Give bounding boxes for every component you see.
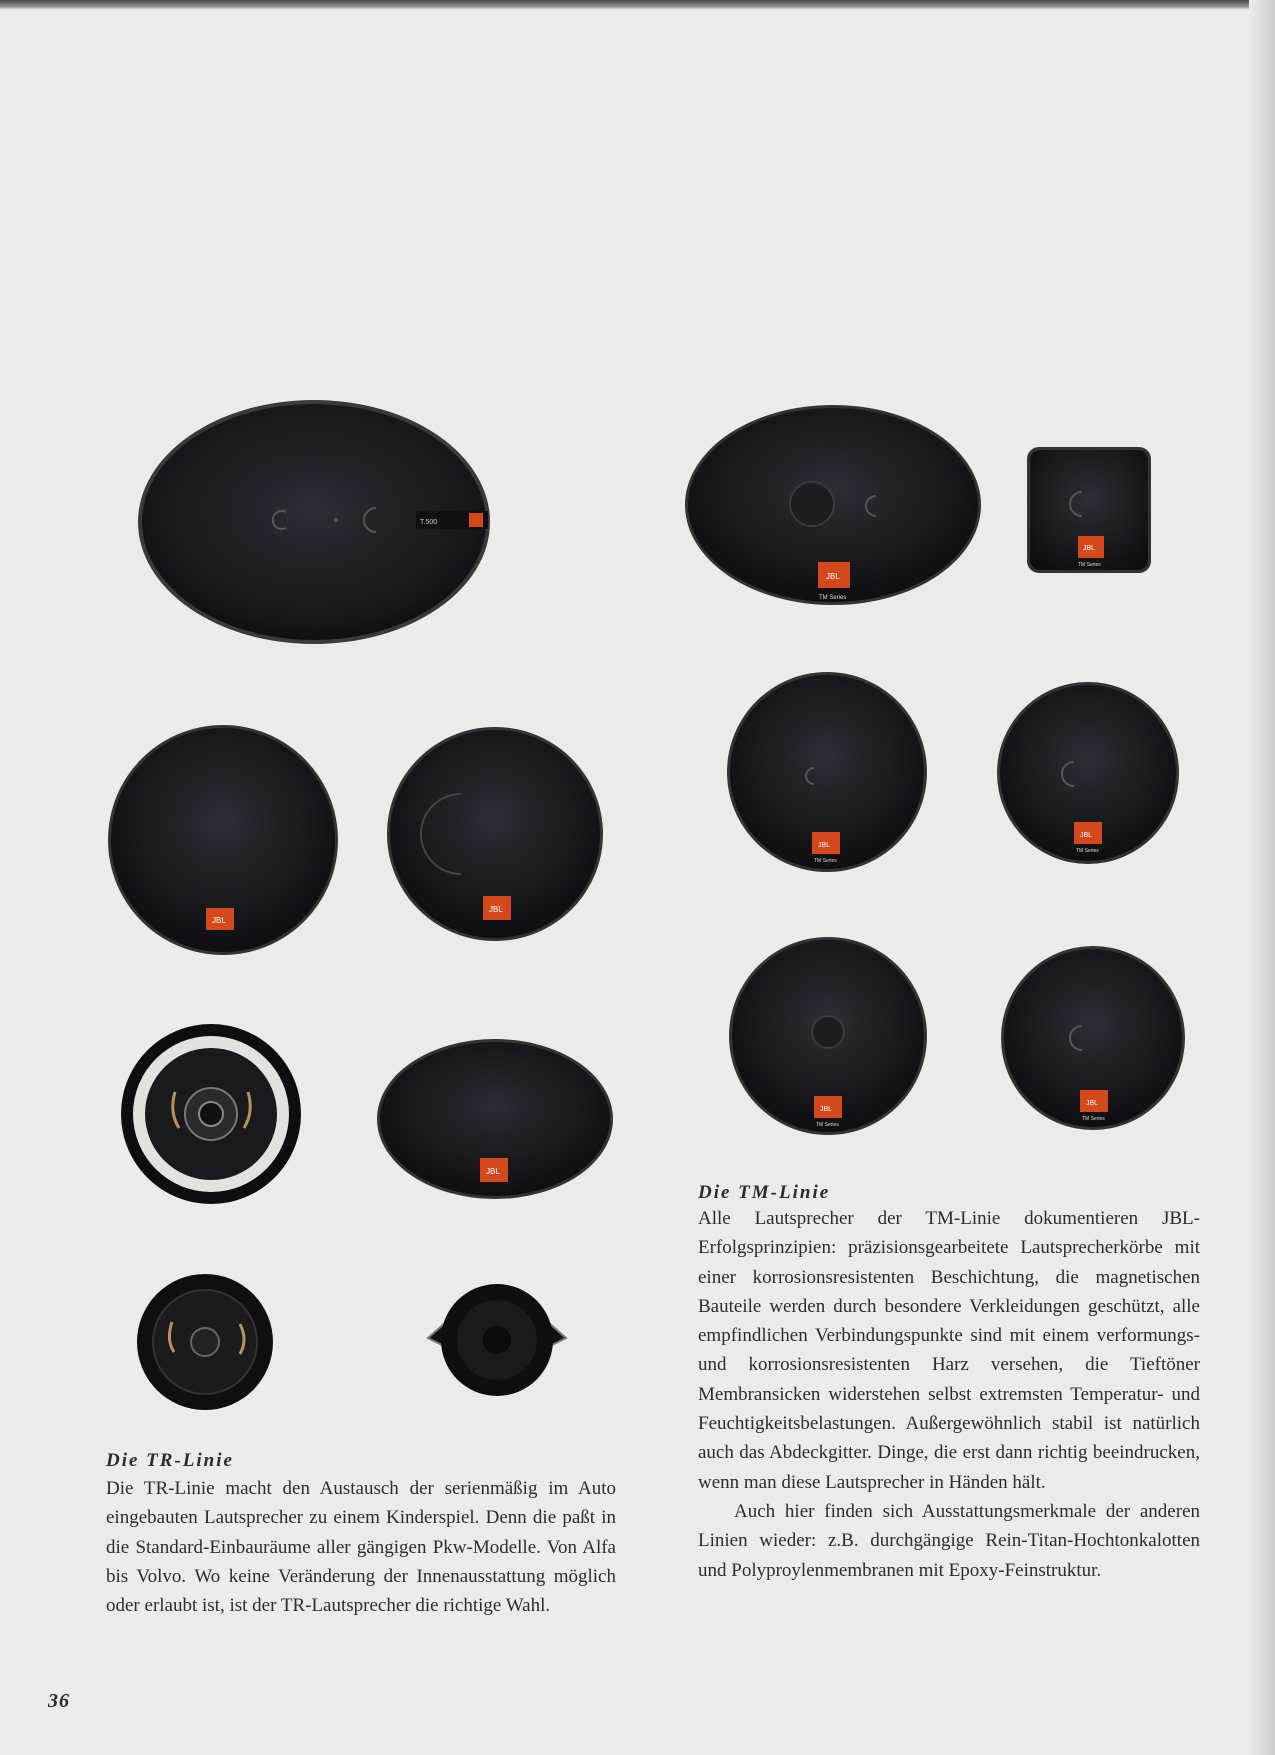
tr-body bbox=[106, 1474, 616, 1620]
svg-text:TM Series: TM Series bbox=[816, 1122, 839, 1128]
tm-heading: Die TM-Linie bbox=[698, 1182, 831, 1203]
tm-round-speaker-d bbox=[1000, 946, 1186, 1130]
tm-round-speaker-b bbox=[996, 682, 1180, 864]
svg-text:TM Series: TM Series bbox=[1082, 1116, 1105, 1122]
tm-square-speaker bbox=[1026, 446, 1152, 574]
svg-text:JBL: JBL bbox=[1080, 832, 1093, 839]
svg-text:JBL: JBL bbox=[826, 572, 840, 581]
svg-text:JBL: JBL bbox=[489, 905, 503, 914]
svg-text:TM Series: TM Series bbox=[814, 858, 837, 864]
svg-text:TM Series: TM Series bbox=[1078, 562, 1101, 568]
tr-heading: Die TR-Linie bbox=[106, 1450, 234, 1471]
tr-speaker-without-grille bbox=[120, 1022, 302, 1206]
page-number: 36 bbox=[48, 1690, 70, 1712]
jbl-logo-icon bbox=[469, 513, 483, 527]
tr-small-speaker-a bbox=[136, 1274, 274, 1410]
model-label: T.500 bbox=[420, 519, 438, 526]
svg-text:JBL: JBL bbox=[486, 1167, 500, 1176]
tr-small-speaker-b bbox=[414, 1282, 580, 1398]
tr-round-speaker-a bbox=[107, 724, 339, 956]
page-edge-shadow bbox=[1249, 0, 1275, 1755]
svg-text:TM Series: TM Series bbox=[819, 595, 847, 601]
svg-text:JBL: JBL bbox=[212, 916, 226, 925]
tm-body bbox=[698, 1204, 1200, 1585]
svg-text:JBL: JBL bbox=[820, 1106, 833, 1113]
tr-round-speaker-b bbox=[386, 726, 604, 942]
tm-paragraph-1: Alle Lautsprecher der TM-Linie dokumentieren JBL-Erfolgsprinzipien: präzisionsgearbeitete Lautsprecherkörbe mit einer korrosionsresistenten Beschichtung, die magnetischen Bauteile werden durch besondere Verkleidungen geschützt, alle empfindlichen Verbindungspunkte sind mit einem verformungs- und korrosionsresistenten Harz versehen, die Tieftöner Membransicken widerstehen selbst extremsten Temperatur- und Feuchtigkeitsbelastungen. Außergewöhnlich stabil ist natürlich auch das Abdeckgitter. Dinge, die erst dann richtig beeindrucken, wenn man diese Lautsprecher in Händen hält. bbox=[698, 1208, 1200, 1493]
svg-text:JBL: JBL bbox=[818, 842, 831, 849]
tm-round-speaker-a bbox=[726, 672, 928, 872]
tm-oval-speaker bbox=[684, 404, 982, 606]
tm-paragraph-2: Auch hier finden sich Ausstattungsmerkmale der anderen Linien wieder: z.B. durchgängige Rein-Titan-Hochtonkalotten und Polyproylenmembranen mit Epoxy-Feinstruktur. bbox=[698, 1500, 1200, 1581]
tm-round-speaker-c bbox=[728, 936, 928, 1136]
svg-text:TM Series: TM Series bbox=[1076, 848, 1099, 854]
tr-paragraph-1: Die TR-Linie macht den Austausch der serienmäßig im Auto eingebauten Lautsprecher zu einem Kinderspiel. Denn die paßt in die Standard-Einbauräume aller gängigen Pkw-Modelle. Von Alfa bis Volvo. Wo keine Veränderung der Innenausstattung möglich oder erlaubt ist, ist der TR-Lautsprecher die richtige Wahl. bbox=[106, 1478, 616, 1617]
page-top-shadow bbox=[0, 0, 1275, 10]
tr-oval-speaker-small bbox=[376, 1038, 614, 1200]
svg-text:JBL: JBL bbox=[1086, 1100, 1099, 1107]
svg-text:JBL: JBL bbox=[1083, 545, 1096, 552]
tr-oval-speaker-large bbox=[136, 398, 492, 646]
